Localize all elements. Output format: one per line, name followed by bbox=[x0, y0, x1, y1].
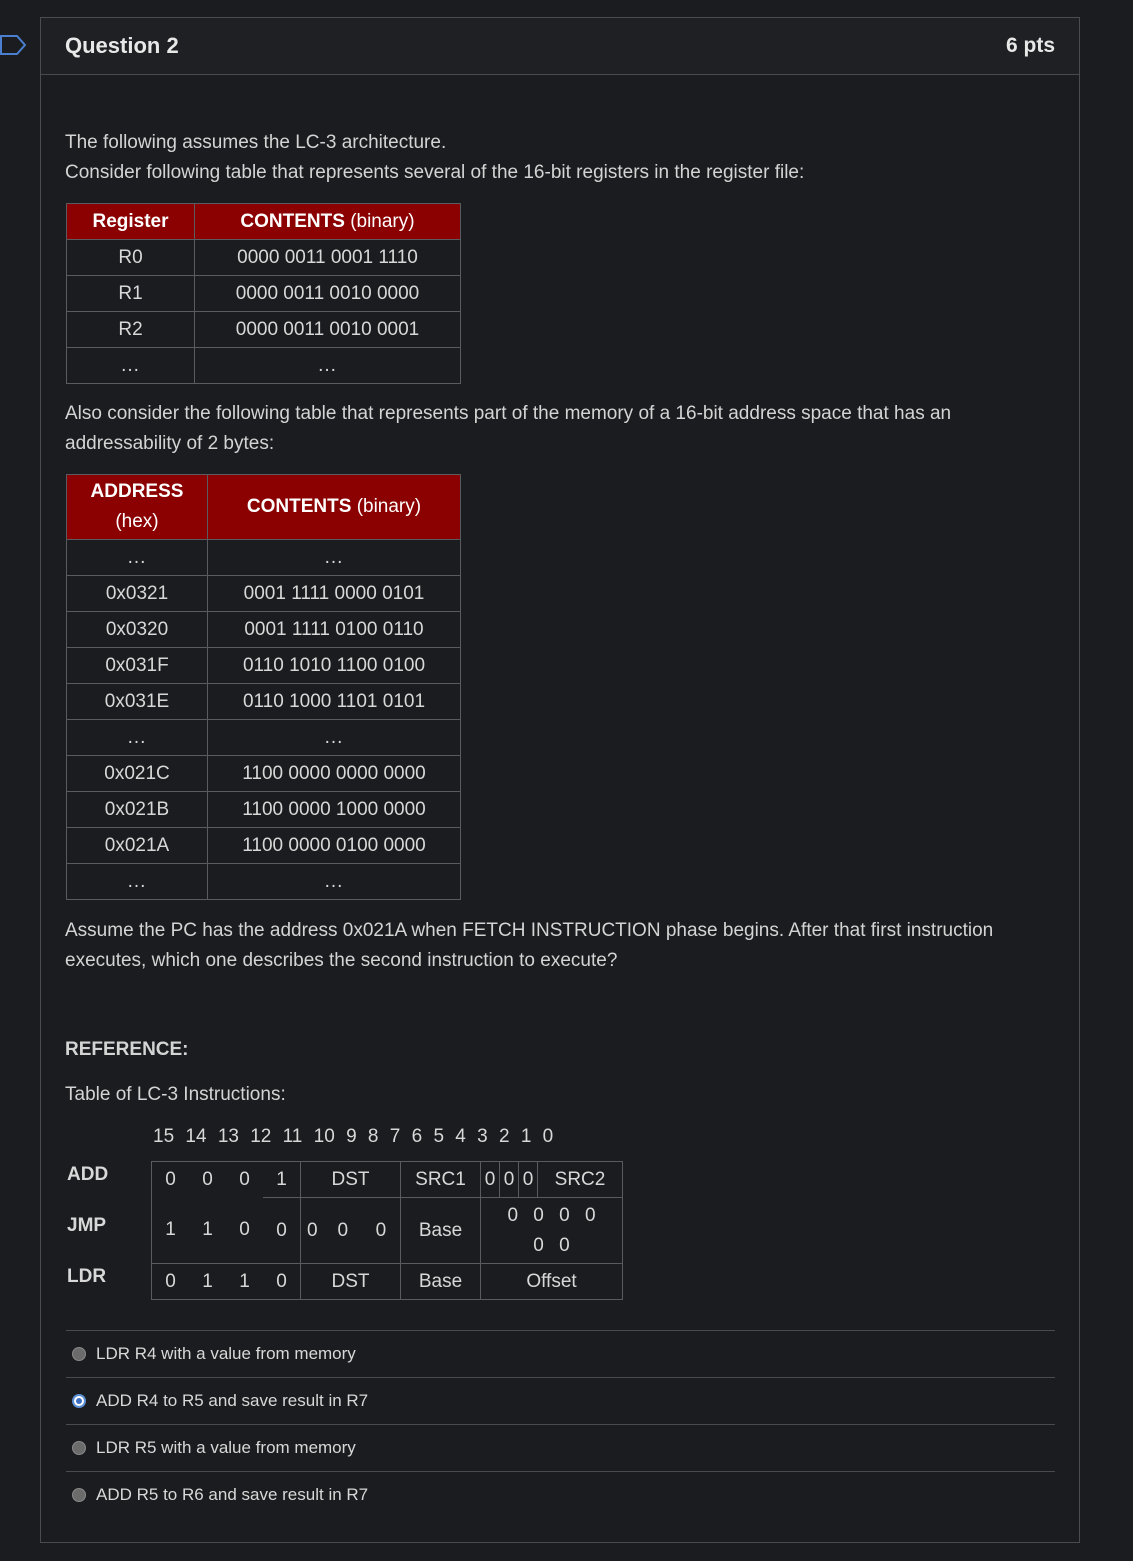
contents-cell: ... bbox=[208, 540, 461, 576]
contents-cell: 1100 0000 0000 0000 bbox=[208, 756, 461, 792]
bit-cell: 1 bbox=[152, 1198, 190, 1264]
dst-field: DST bbox=[301, 1162, 401, 1198]
reference-heading: REFERENCE: bbox=[65, 1039, 189, 1060]
bit-cell: 0 bbox=[263, 1198, 301, 1264]
register-value: 0000 0011 0010 0001 bbox=[195, 312, 461, 348]
src2-field: SRC2 bbox=[538, 1162, 623, 1198]
bit-cell: 0 bbox=[500, 1162, 519, 1198]
contents-cell: 0001 1111 0000 0101 bbox=[208, 576, 461, 612]
address-cell: ... bbox=[67, 864, 208, 900]
answer-label: ADD R4 to R5 and save result in R7 bbox=[96, 1391, 369, 1410]
answer-label: LDR R4 with a value from memory bbox=[96, 1344, 356, 1363]
address-cell: 0x0320 bbox=[67, 612, 208, 648]
answer-list bbox=[66, 1330, 1055, 1518]
memory-intro: Also consider the following table that represents part of the memory of a 16-bit address space that has an addressability of 2 bytes: bbox=[65, 403, 952, 454]
address-cell: ... bbox=[67, 540, 208, 576]
bit-cell: 0 bbox=[481, 1162, 500, 1198]
table-row bbox=[67, 612, 461, 648]
table-row bbox=[67, 276, 461, 312]
contents-cell: ... bbox=[208, 720, 461, 756]
table-row bbox=[67, 240, 461, 276]
contents-cell: 0110 1000 1101 0101 bbox=[208, 684, 461, 720]
bit-cell: 0 bbox=[519, 1162, 538, 1198]
register-name: ... bbox=[67, 348, 195, 384]
bit-cell: 0 bbox=[189, 1162, 226, 1198]
jmp-row bbox=[152, 1198, 623, 1264]
register-name: R2 bbox=[67, 312, 195, 348]
flag-question-icon[interactable] bbox=[0, 35, 26, 55]
jmp-label: JMP bbox=[67, 1215, 107, 1236]
bit-cell: 0 bbox=[263, 1264, 301, 1300]
ldr-label: LDR bbox=[67, 1266, 107, 1287]
bit-cell: 0 bbox=[152, 1264, 190, 1300]
contents-cell: 1100 0000 0100 0000 bbox=[208, 828, 461, 864]
answer-label: LDR R5 with a value from memory bbox=[96, 1438, 356, 1457]
address-cell: 0x021C bbox=[67, 756, 208, 792]
question-header bbox=[41, 18, 1079, 75]
address-cell: 0x021B bbox=[67, 792, 208, 828]
table-row bbox=[67, 792, 461, 828]
address-cell: ... bbox=[67, 720, 208, 756]
contents-cell: 0001 1111 0100 0110 bbox=[208, 612, 461, 648]
src1-field: SRC1 bbox=[401, 1162, 481, 1198]
question-text: Assume the PC has the address 0x021A when FETCH INSTRUCTION phase begins. After that first instruction executes, which one describes the second instruction to execute? bbox=[65, 920, 994, 971]
memory-table bbox=[66, 474, 461, 900]
table-row bbox=[67, 312, 461, 348]
bit-cell: 0 bbox=[375, 1219, 387, 1241]
instruction-table bbox=[151, 1161, 623, 1300]
register-table bbox=[66, 203, 461, 384]
answer-label: ADD R5 to R6 and save result in R7 bbox=[96, 1485, 369, 1504]
base-field: Base bbox=[401, 1198, 481, 1264]
register-contents-header: CONTENTS (binary) bbox=[195, 204, 461, 240]
offset-field: Offset bbox=[481, 1264, 623, 1300]
address-cell: 0x0321 bbox=[67, 576, 208, 612]
bit-cell: 1 bbox=[226, 1264, 263, 1300]
dst-field: DST bbox=[301, 1264, 401, 1300]
radio-unselected-icon[interactable] bbox=[72, 1441, 86, 1455]
answer-option-4[interactable] bbox=[66, 1471, 1055, 1518]
contents-cell: ... bbox=[208, 864, 461, 900]
radio-unselected-icon[interactable] bbox=[72, 1347, 86, 1361]
table-row bbox=[67, 720, 461, 756]
contents-cell: 0110 1010 1100 0100 bbox=[208, 648, 461, 684]
table-row bbox=[67, 648, 461, 684]
reference-subheading: Table of LC-3 Instructions: bbox=[65, 1084, 286, 1105]
bit-index-header: 15 14 13 12 11 10 9 8 7 6 5 4 3 2 1 0 bbox=[153, 1126, 554, 1147]
table-row bbox=[67, 684, 461, 720]
address-cell: 0x031F bbox=[67, 648, 208, 684]
register-value: 0000 0011 0010 0000 bbox=[195, 276, 461, 312]
address-header: ADDRESS (hex) bbox=[67, 475, 208, 540]
bit-cell: 1 bbox=[263, 1162, 301, 1198]
bit-cell: 1 bbox=[202, 1219, 213, 1241]
answer-option-2[interactable] bbox=[66, 1377, 1055, 1424]
table-row bbox=[67, 348, 461, 384]
radio-selected-icon[interactable] bbox=[72, 1394, 86, 1408]
answer-option-1[interactable] bbox=[66, 1330, 1055, 1377]
table-row bbox=[67, 864, 461, 900]
question-title: Question 2 bbox=[65, 33, 179, 58]
jmp-tail-field: 0 0 0 0 0 0 bbox=[481, 1198, 623, 1264]
register-name: R1 bbox=[67, 276, 195, 312]
bit-cell: 0 bbox=[239, 1219, 250, 1241]
ldr-row bbox=[152, 1264, 623, 1300]
register-name: R0 bbox=[67, 240, 195, 276]
bit-cell: 0 bbox=[152, 1162, 190, 1198]
register-value: ... bbox=[195, 348, 461, 384]
memory-contents-header: CONTENTS (binary) bbox=[208, 475, 461, 540]
bit-cell: 0 bbox=[226, 1162, 263, 1198]
question-points: 6 pts bbox=[1005, 34, 1055, 57]
intro-line-1: The following assumes the LC-3 architecture. bbox=[65, 132, 447, 153]
radio-unselected-icon[interactable] bbox=[72, 1488, 86, 1502]
base-field: Base bbox=[401, 1264, 481, 1300]
table-row bbox=[67, 540, 461, 576]
answer-option-3[interactable] bbox=[66, 1424, 1055, 1471]
question-card bbox=[40, 17, 1080, 1543]
table-row bbox=[67, 756, 461, 792]
table-row bbox=[67, 828, 461, 864]
add-label: ADD bbox=[67, 1164, 109, 1185]
address-cell: 0x021A bbox=[67, 828, 208, 864]
contents-cell: 1100 0000 1000 0000 bbox=[208, 792, 461, 828]
bit-cell: 0 bbox=[337, 1219, 349, 1241]
table-row bbox=[67, 576, 461, 612]
add-row bbox=[152, 1162, 623, 1198]
bit-cell: 0 bbox=[307, 1219, 318, 1241]
intro-line-2: Consider following table that represents several of the 16-bit registers in the register file: bbox=[65, 162, 805, 183]
address-cell: 0x031E bbox=[67, 684, 208, 720]
register-value: 0000 0011 0001 1110 bbox=[195, 240, 461, 276]
intro-text bbox=[65, 128, 804, 188]
register-header: Register bbox=[67, 204, 195, 240]
bit-cell: 1 bbox=[189, 1264, 226, 1300]
